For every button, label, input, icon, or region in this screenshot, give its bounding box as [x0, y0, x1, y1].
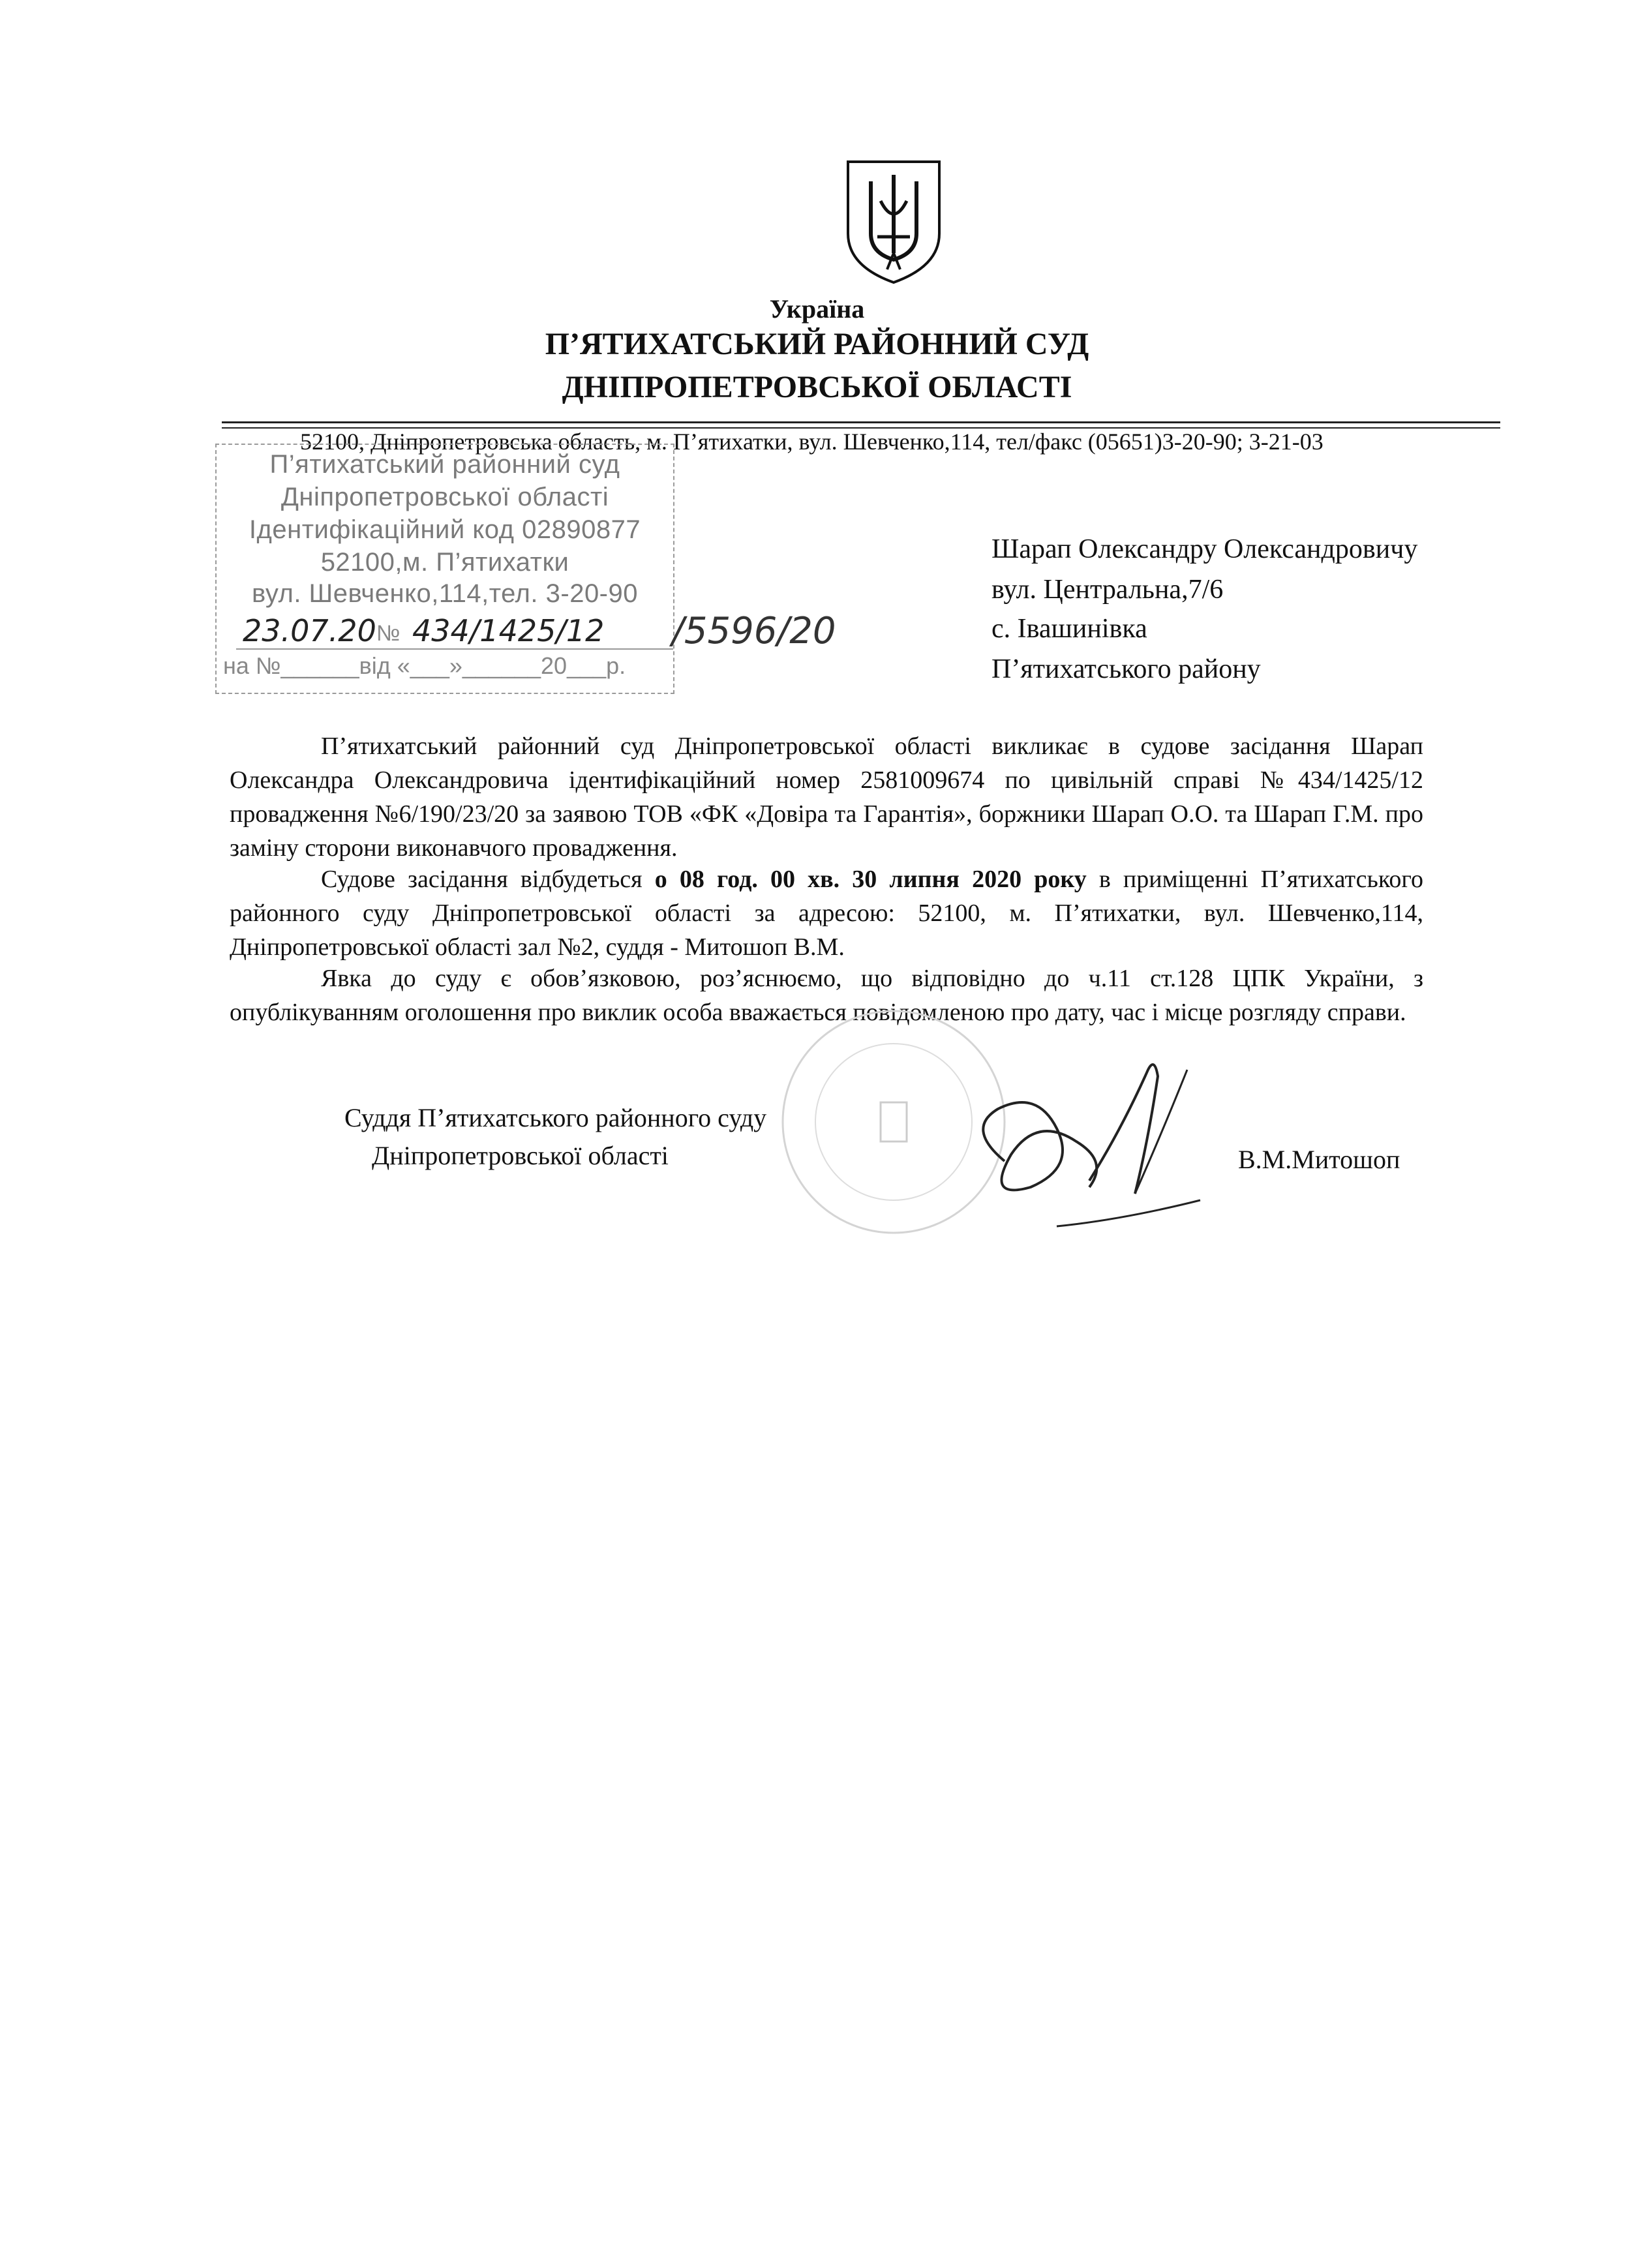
stamp-id-code: Ідентифікаційний код 02890877	[249, 515, 641, 544]
registration-stamp	[215, 444, 674, 694]
coat-of-arms-icon	[841, 155, 946, 286]
stamp-city: 52100,м. П’ятихатки	[320, 548, 569, 577]
stamp-underline	[236, 648, 673, 650]
recipient-name: Шарап Олександру Олександровичу	[991, 534, 1418, 564]
judge-signature-icon	[926, 1031, 1252, 1239]
stamp-region: Дніпропетровської області	[280, 483, 609, 511]
header-rule-top	[222, 421, 1500, 423]
stamp-reference-line: на №______від «___»______20___р.	[223, 652, 626, 679]
stamp-reg-date: 23.07.20	[243, 613, 376, 648]
court-address: 52100, Дніпропетровська область, м. П’ятихатки, вул. Шевченко,114, тел/факс (05651)3-20-90; 3-21-03	[300, 429, 1324, 455]
recipient-street: вул. Центральна,7/6	[991, 575, 1224, 605]
attendance-text: Явка до суду є обов’язковою, роз’яснюємо, що відповідно до ч.11 ст.128 ЦПК України, з опублікуванням оголошення про виклик особа вважається повідомленою про дату, час і місце розгляду справи.	[230, 965, 1423, 1026]
stamp-street: вул. Шевченко,114,тел. 3-20-90	[251, 579, 638, 608]
hearing-datetime: о 08 год. 00 хв. 30 липня 2020 року	[654, 866, 1087, 893]
stamp-reg-number: 434/1425/12	[412, 613, 605, 648]
summons-paragraph	[230, 729, 1423, 865]
stamp-court-name: П’ятихатський районний суд	[269, 450, 620, 479]
hearing-text-lead: Судове засідання відбудеться	[321, 866, 655, 893]
recipient-district: П’ятихатського району	[991, 654, 1261, 684]
stamp-reg-number-suffix: /5596/20	[672, 610, 836, 652]
judge-title: Суддя П’ятихатського районного суду	[344, 1103, 767, 1132]
judge-name: В.М.Митошоп	[1238, 1145, 1400, 1174]
judge-title-region: Дніпропетровської області	[372, 1141, 669, 1170]
court-heading: П’ЯТИХАТСЬКИЙ РАЙОННИЙ СУД	[545, 327, 1089, 361]
stamp-number-label: №	[376, 621, 401, 646]
country-heading: Україна	[769, 294, 865, 324]
region-heading: ДНІПРОПЕТРОВСЬКОЇ ОБЛАСТІ	[562, 370, 1072, 404]
summons-text: П’ятихатський районний суд Дніпропетровської області викликає в судове засідання Шарап Олександра Олександровича ідентифікаційний номер 2581009674 по цивільній справі №434/1425/12 провадження №6/190/23/20 за заявою ТОВ «ФК «Довіра та Гарантія», боржники Шарап О.О. та Шарап Г.М. про заміну сторони виконавчого провадження.	[230, 733, 1423, 862]
hearing-paragraph	[230, 862, 1423, 964]
recipient-village: с. Івашинівка	[991, 614, 1147, 644]
hearing-text-rest: в приміщенні П’ятихатського районного суду Дніпропетровської області за адресою: 52100, м. П’ятихатки, вул. Шевченко,114, Дніпропетровської області зал №2, суддя - Митошоп В.М.	[230, 866, 1423, 961]
